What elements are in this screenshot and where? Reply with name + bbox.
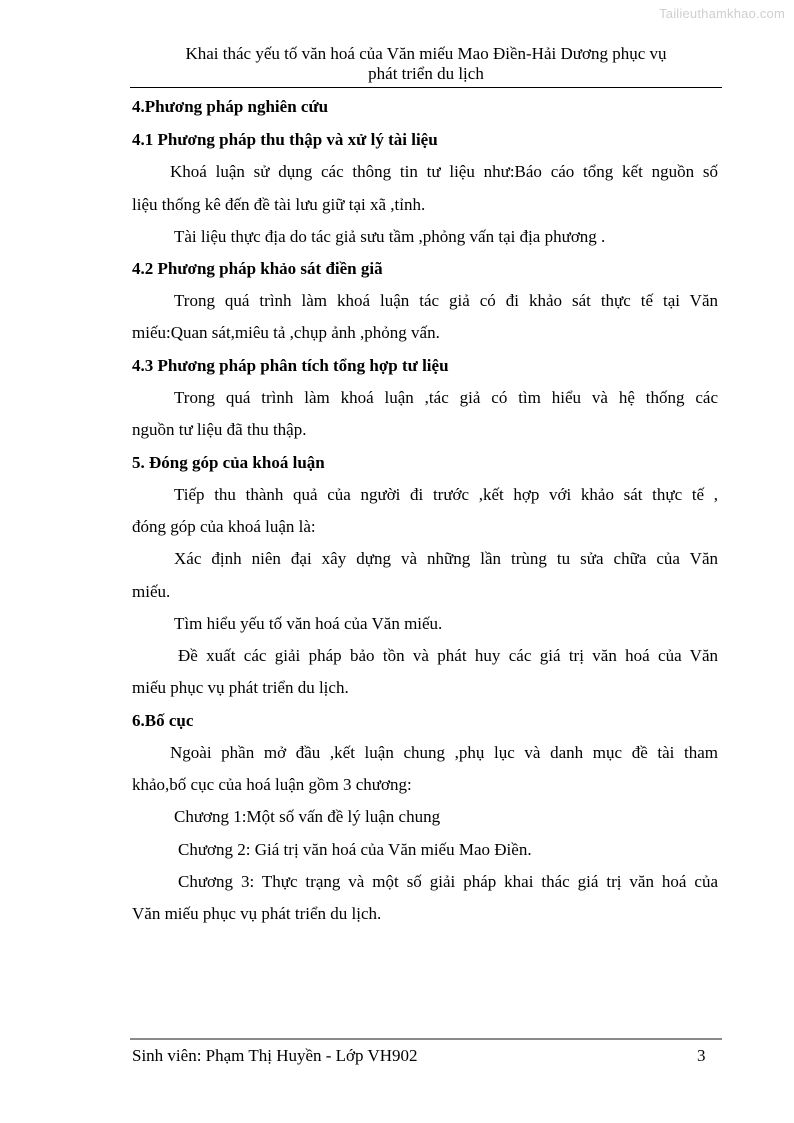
header-title-line-1: Khai thác yếu tố văn hoá của Văn miếu Mao Điền-Hải Dương phục vụ <box>185 44 667 63</box>
paragraph-line: Chương 2: Giá trị văn hoá của Văn miếu Mao Điền. <box>178 840 532 859</box>
page-header <box>130 44 722 84</box>
paragraph-line: miếu phục vụ phát triển du lịch. <box>132 678 349 697</box>
footer-student-info: Sinh viên: Phạm Thị Huyền - Lớp VH902 <box>132 1046 418 1065</box>
paragraph-line: Chương 3: Thực trạng và một số giải pháp khai thác giá trị văn hoá của <box>178 872 718 891</box>
paragraph-line: Tiếp thu thành quả của người đi trước ,kết hợp với khảo sát thực tế , <box>174 485 718 504</box>
paragraph-line: Đề xuất các giải pháp bảo tồn và phát huy các giá trị văn hoá của Văn <box>178 646 718 665</box>
section-heading: 4.3 Phương pháp phân tích tổng hợp tư liệu <box>132 356 449 375</box>
paragraph-line: liệu thống kê đến đề tài lưu giữ tại xã ,tỉnh. <box>132 195 426 214</box>
paragraph-line: nguồn tư liệu đã thu thập. <box>132 420 307 439</box>
paragraph-line: đóng góp của khoá luận là: <box>132 517 316 536</box>
paragraph-line: Tìm hiểu yếu tố văn hoá của Văn miếu. <box>174 614 443 633</box>
section-heading: 4.2 Phương pháp khảo sát điền giã <box>132 259 383 278</box>
section-heading: 4.Phương pháp nghiên cứu <box>132 97 329 116</box>
paragraph-line: Ngoài phần mở đầu ,kết luận chung ,phụ lục và danh mục đề tài tham <box>170 743 718 762</box>
section-heading: 6.Bố cục <box>132 711 194 730</box>
paragraph-line: miếu:Quan sát,miêu tả ,chụp ảnh ,phỏng vấn. <box>132 323 440 342</box>
paragraph-line: Văn miếu phục vụ phát triển du lịch. <box>132 904 382 923</box>
header-title-line-2: phát triển du lịch <box>368 64 484 83</box>
paragraph-line: Khoá luận sử dụng các thông tin tư liệu như:Báo cáo tổng kết nguồn số <box>170 162 718 181</box>
paragraph-line: Trong quá trình làm khoá luận ,tác giả có tìm hiểu và hệ thống các <box>174 388 718 407</box>
paragraph-line: Trong quá trình làm khoá luận tác giả có đi khảo sát thực tế tại Văn <box>174 291 718 310</box>
page-number: 3 <box>697 1046 706 1065</box>
paragraph-line: khảo,bố cục của hoá luận gồm 3 chương: <box>132 775 412 794</box>
section-heading: 5. Đóng góp của khoá luận <box>132 453 325 472</box>
section-heading: 4.1 Phương pháp thu thập và xử lý tài liệu <box>132 130 438 149</box>
paragraph-line: Chương 1:Một số vấn đề lý luận chung <box>174 807 441 826</box>
paragraph-line: miếu. <box>132 582 171 601</box>
paragraph-line: Xác định niên đại xây dựng và những lần trùng tu sửa chữa của Văn <box>174 549 718 568</box>
footer-divider <box>130 1038 722 1040</box>
watermark: Tailieuthamkhao.com <box>659 6 785 21</box>
header-divider <box>130 87 722 88</box>
paragraph-line: Tài liệu thực địa do tác giả sưu tầm ,phỏng vấn tại địa phương . <box>174 227 606 246</box>
